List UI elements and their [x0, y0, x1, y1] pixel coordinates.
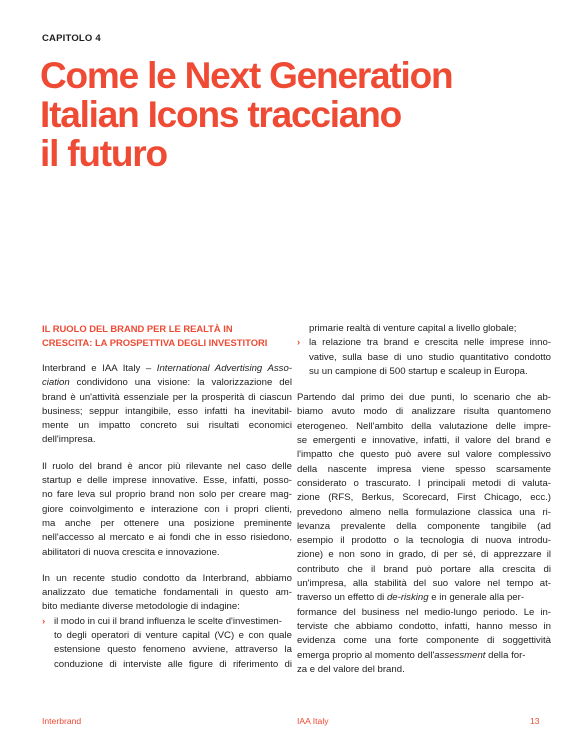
intro-paragraph: [42, 362, 292, 448]
title-line: Come le Next Generation: [40, 55, 453, 96]
text-line: Interbrand e IAA Italy – International Advertising Asso-: [42, 363, 292, 374]
section-heading-line: IL RUOLO DEL BRAND PER LE REALTÀ IN: [42, 323, 233, 334]
section-heading: [42, 322, 292, 350]
text-line: della nascente impresa viene spesso scarsamente: [297, 463, 551, 475]
right-column: [297, 322, 551, 689]
text-line: evidenza come una forte componente di soggettività: [297, 635, 551, 647]
text-line: nell'accesso al mercato e ai fondi che in esso risiedono,: [42, 532, 292, 544]
text-line: l'impatto che questo può avere sul valore complessivo: [297, 449, 551, 461]
section-heading-line: CRESCITA: LA PROSPETTIVA DEGLI INVESTITORI: [42, 337, 268, 348]
list-item: [42, 615, 292, 672]
text-line: startup e delle imprese innovative. Esse, infatti, posso-: [42, 475, 292, 487]
text-line: conduzione di interviste alle figure di riferimento di: [54, 658, 292, 670]
text-line: levanza prevalente della componente tangibile (ad: [297, 520, 551, 532]
text-line: ciation condividono una visione: la valorizzazione del: [42, 377, 292, 389]
text-line: prevedono almeno nella formulazione classica una ri-: [297, 506, 551, 518]
chapter-label: CAPITOLO 4: [42, 33, 101, 44]
bullet-marker: ›: [297, 337, 301, 349]
text-line: to degli operatori di venture capital (VC) e con quale: [54, 630, 292, 642]
text-line: su un campione di 500 startup e scaleup in Europa.: [309, 365, 528, 377]
text-line: un'impresa, alla stabilità del suo valore nel tempo at-: [297, 578, 551, 590]
bullet-list: [42, 615, 292, 672]
text-line: se emergenti e innovative, infatti, il valore del brand e: [297, 435, 551, 447]
text-line: emerga proprio al momento dell'assessment della for-: [297, 649, 526, 661]
study-paragraph: [42, 572, 292, 615]
text-line: il modo in cui il brand influenza le scelte d'investimen-: [54, 615, 282, 627]
page-title: [40, 56, 540, 173]
text-line: ma anche per ottenere una posizione preminente: [42, 517, 292, 529]
text-line: considerato o trascurato. I principali metodi di valuta-: [297, 477, 551, 489]
list-item: [297, 336, 551, 379]
startup-paragraph: [42, 460, 292, 560]
text-line: traverso un effetto di de-risking e in generale alla per-: [297, 592, 525, 604]
text-line: la relazione tra brand e crescita nelle imprese inno-: [309, 337, 551, 349]
text-line: brand è un'attività essenziale per la prosperità di ciascun: [42, 391, 292, 403]
analysis-paragraph: [297, 391, 551, 677]
text-line: estensione questo fenomeno avviene, attraverso la: [54, 644, 292, 656]
list-item-continued: [297, 322, 551, 336]
footer-publication: IAA Italy: [297, 716, 329, 726]
text-line: giore coinvolgimento e interazione con i propri clienti,: [42, 503, 292, 515]
text-line: zione) e non sono in grado, di per sé, di apprezzare il: [297, 549, 551, 561]
title-line: il futuro: [40, 133, 167, 174]
text-line: formance del business nel medio-lungo periodo. Le in-: [297, 606, 551, 618]
title-line: Italian Icons tracciano: [40, 94, 402, 135]
text-line: In un recente studio condotto da Interbrand, abbiamo: [42, 572, 292, 584]
text-line: esempio il prodotto o la tecnologia di nuova introdu-: [297, 535, 551, 547]
text-line: analizzato due tematiche fondamentali in questo am-: [42, 587, 292, 599]
text-line: vative, sulla base di uno studio quantitativo condotto: [309, 351, 551, 363]
text-line: Il ruolo del brand è ancor più rilevante nel caso delle: [42, 460, 292, 472]
text-line: contributo che il brand può portare alla crescita di: [297, 563, 551, 575]
text-line: mente un impatto concreto sui risultati economici: [42, 420, 292, 432]
bullet-marker: ›: [42, 615, 46, 627]
text-line: zione (RFS, Berkus, Scorecard, First Chicago, ecc.): [297, 492, 551, 504]
page-number: 13: [530, 716, 540, 726]
text-line: no fare leva sul proprio brand non solo per creare mag-: [42, 489, 292, 501]
text-line: bito mediante diverse metodologie di indagine:: [42, 601, 240, 613]
text-line: biamo avuto modo di analizzare risulta quantomeno: [297, 406, 551, 418]
text-line: dell'impresa.: [42, 434, 96, 446]
text-line: primarie realtà di venture capital a livello globale;: [309, 323, 517, 334]
bullet-list-continued: [297, 322, 551, 379]
footer-brand: Interbrand: [42, 716, 82, 726]
text-line: eterogeneo. Nell'ambito della valutazione delle impre-: [297, 420, 551, 432]
text-line: za e del valore del brand.: [297, 663, 405, 675]
text-line: business; seppur intangibile, esso infatti ha inevitabil-: [42, 405, 292, 417]
text-line: abilitatori di nuova crescita e innovazione.: [42, 546, 220, 558]
left-column: [42, 322, 292, 684]
text-line: Partendo dal primo dei due punti, lo scenario che ab-: [297, 392, 551, 404]
text-line: terviste che abbiamo condotto, infatti, hanno messo in: [297, 620, 551, 632]
